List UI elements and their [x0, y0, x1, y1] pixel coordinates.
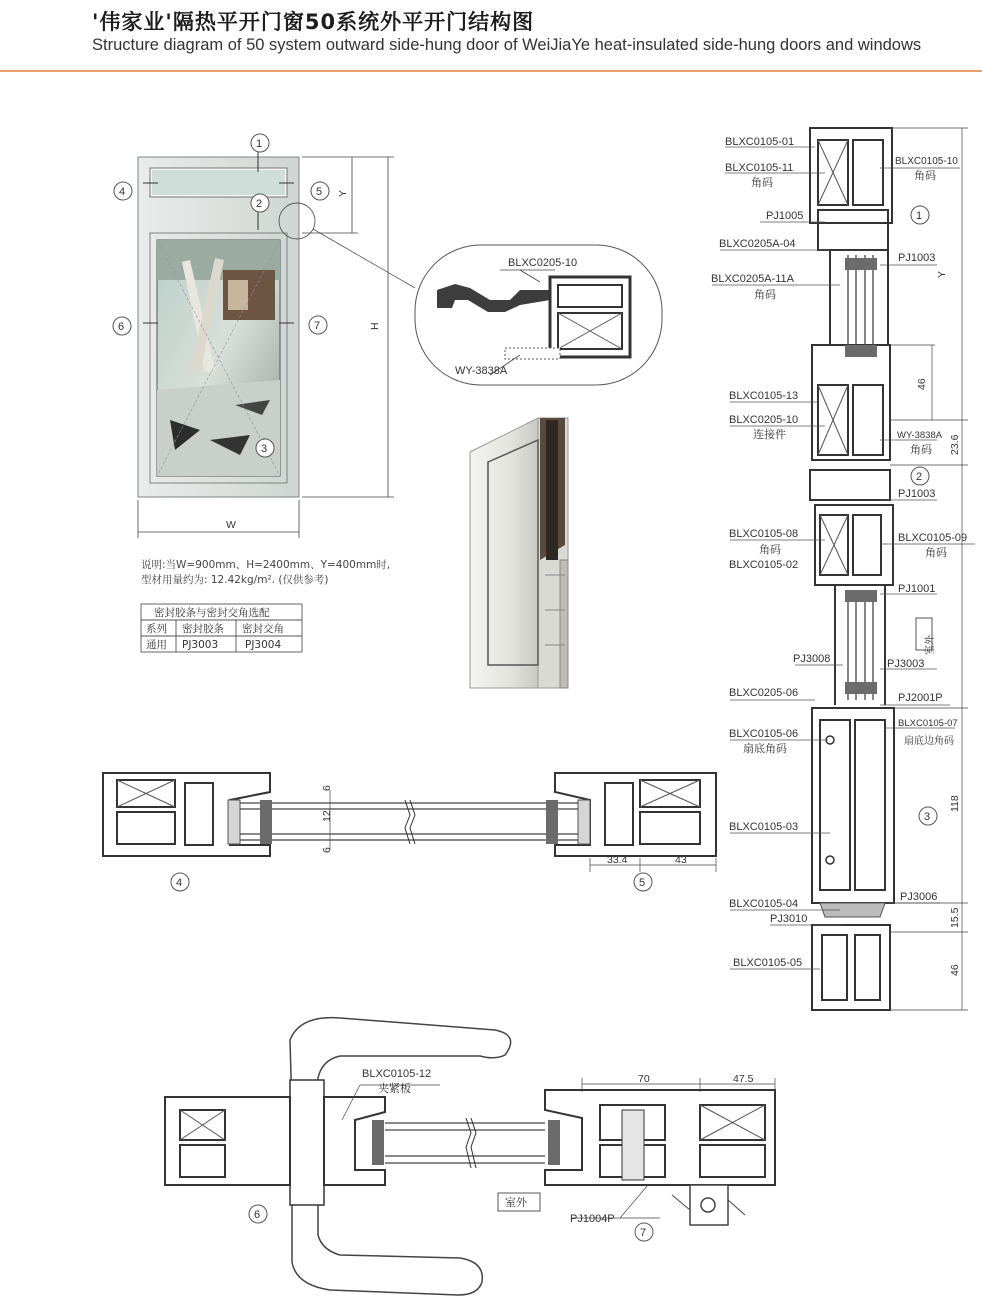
section-marker-7 — [635, 1223, 653, 1241]
part-label: BLXC0205-06 — [729, 687, 799, 699]
part-label: 角码 — [925, 546, 947, 559]
part-label: PJ1001 — [898, 583, 936, 595]
dim-vertical: 46 — [916, 378, 928, 390]
handle-part: PJ1004P — [570, 1213, 615, 1225]
section-marker-7 — [309, 316, 327, 334]
part-label: PJ3008 — [793, 653, 831, 665]
dim-6-7: 70 — [638, 1073, 650, 1085]
svg-text:4: 4 — [176, 877, 183, 889]
part-label: PJ3010 — [770, 913, 808, 925]
elevation-transom-label: Y — [337, 189, 349, 197]
part-label: 角码 — [910, 443, 932, 456]
svg-text:1: 1 — [256, 138, 263, 150]
dim-vertical: 118 — [949, 795, 961, 812]
part-label: 扇底边角码 — [904, 736, 954, 747]
part-label: PJ3003 — [887, 658, 925, 670]
part-label: BLXC0105-03 — [729, 821, 799, 833]
section-4-5 — [103, 773, 716, 891]
seal-table-cell: 通用 — [146, 639, 167, 651]
part-label: BLXC0105-09 — [898, 532, 968, 544]
svg-text:3: 3 — [261, 443, 268, 455]
section-marker-4 — [114, 182, 132, 200]
dim-vertical: 23.6 — [949, 434, 961, 455]
svg-text:7: 7 — [314, 320, 321, 332]
usage-note — [141, 558, 390, 586]
section-6-7 — [165, 1018, 775, 1295]
outdoor-label: 室外 — [505, 1196, 527, 1209]
elevation-height-label: H — [369, 322, 381, 330]
svg-text:7: 7 — [640, 1227, 647, 1239]
part-label: BLXC0205A-11A — [711, 273, 794, 285]
section-marker-3 — [919, 807, 937, 825]
part-label: BLXC0105-10 — [895, 156, 958, 167]
part-label: BLXC0205A-04 — [719, 238, 796, 250]
page-title-cn: '伟家业'隔热平开门窗50系统外平开门结构图 — [92, 10, 535, 34]
part-label: 角码 — [914, 169, 936, 182]
section-marker-1 — [251, 134, 269, 152]
dim-4-5: 33.4 — [607, 854, 628, 866]
part-label: BLXC0105-11 — [725, 162, 794, 174]
svg-text:1: 1 — [916, 210, 923, 222]
part-label: BLXC0105-02 — [729, 559, 799, 571]
section-marker-1 — [911, 206, 929, 224]
section-marker-2 — [911, 467, 929, 485]
dim-vertical: 46 — [949, 964, 961, 976]
seal-table-cell: PJ3003 — [182, 639, 219, 651]
section-marker-3 — [256, 439, 274, 457]
part-label: PJ2001P — [898, 692, 943, 704]
part-label: BLXC0205-10 — [729, 414, 799, 426]
note-line1: 说明:当W=900mm、H=2400mm、Y=400mm时, — [141, 559, 391, 571]
part-label: BLXC0105-07 — [898, 718, 958, 729]
dim-vertical: 15.5 — [949, 907, 961, 928]
part-label: PJ3006 — [900, 891, 938, 903]
seal-table-header-strip: 密封胶条 — [182, 623, 224, 635]
vertical-section — [711, 128, 975, 1010]
part-label: 角码 — [754, 288, 776, 301]
callout-part-top: BLXC0205-10 — [508, 257, 578, 269]
seal-table-cell: PJ3004 — [245, 639, 282, 651]
svg-text:6: 6 — [118, 321, 125, 333]
seal-table — [141, 604, 302, 652]
part-label: PJ1005 — [766, 210, 804, 222]
elevation-width-label: W — [226, 519, 236, 531]
part-label: WY-3838A — [897, 430, 943, 441]
detail-callout — [415, 245, 662, 385]
part-label: BLXC0105-13 — [729, 390, 799, 402]
part-label: BLXC0105-05 — [733, 957, 803, 969]
svg-text:5: 5 — [316, 186, 323, 198]
section-marker-4 — [171, 873, 189, 891]
svg-text:2: 2 — [256, 198, 263, 210]
svg-text:3: 3 — [924, 811, 931, 823]
part-label: PJ1003 — [898, 252, 936, 264]
dim-4-5: 6 — [321, 785, 333, 791]
door-elevation — [113, 134, 415, 538]
part-name: 夹紧板 — [378, 1082, 411, 1095]
section-marker-2 — [251, 194, 269, 212]
section-marker-5 — [311, 182, 329, 200]
outdoor-label: 室外 — [925, 635, 936, 655]
part-label: 连接件 — [753, 428, 786, 441]
dim-6-7: 47.5 — [733, 1073, 754, 1085]
seal-table-header-corner: 密封交角 — [242, 623, 284, 635]
svg-text:2: 2 — [916, 471, 923, 483]
callout-part-bottom: WY-3838A — [455, 365, 508, 377]
profile-3d-view — [470, 418, 568, 688]
svg-text:5: 5 — [639, 877, 646, 889]
note-line2: 型材用量约为: 12.42kg/m². (仅供参考) — [141, 574, 329, 586]
part-label: BLXC0105-06 — [729, 728, 799, 740]
part-label: BLXC0105-01 — [725, 136, 795, 148]
seal-table-header-series: 系列 — [146, 623, 167, 635]
dim-4-5: 6 — [321, 847, 333, 853]
part-label: 角码 — [759, 543, 781, 556]
seal-table-caption: 密封胶条与密封交角选配 — [154, 607, 270, 619]
part-label: 扇底角码 — [743, 742, 787, 755]
section-marker-6 — [113, 317, 131, 335]
svg-text:6: 6 — [254, 1209, 261, 1221]
part-label: BLXC0105-08 — [729, 528, 799, 540]
part-label: PJ1003 — [898, 488, 936, 500]
part-label: BLXC0105-04 — [729, 898, 799, 910]
dim-4-5: 12 — [321, 810, 333, 822]
dim-vertical: Y — [936, 270, 948, 278]
section-marker-6 — [249, 1205, 267, 1223]
svg-text:4: 4 — [119, 186, 126, 198]
page-title-en: Structure diagram of 50 system outward side-hung door of WeiJiaYe heat-insulated side-hung doors and windows — [92, 36, 922, 54]
section-marker-5 — [634, 873, 652, 891]
dim-4-5: 43 — [675, 854, 687, 866]
part-label: BLXC0105-12 — [362, 1068, 432, 1080]
part-label: 角码 — [751, 176, 773, 189]
